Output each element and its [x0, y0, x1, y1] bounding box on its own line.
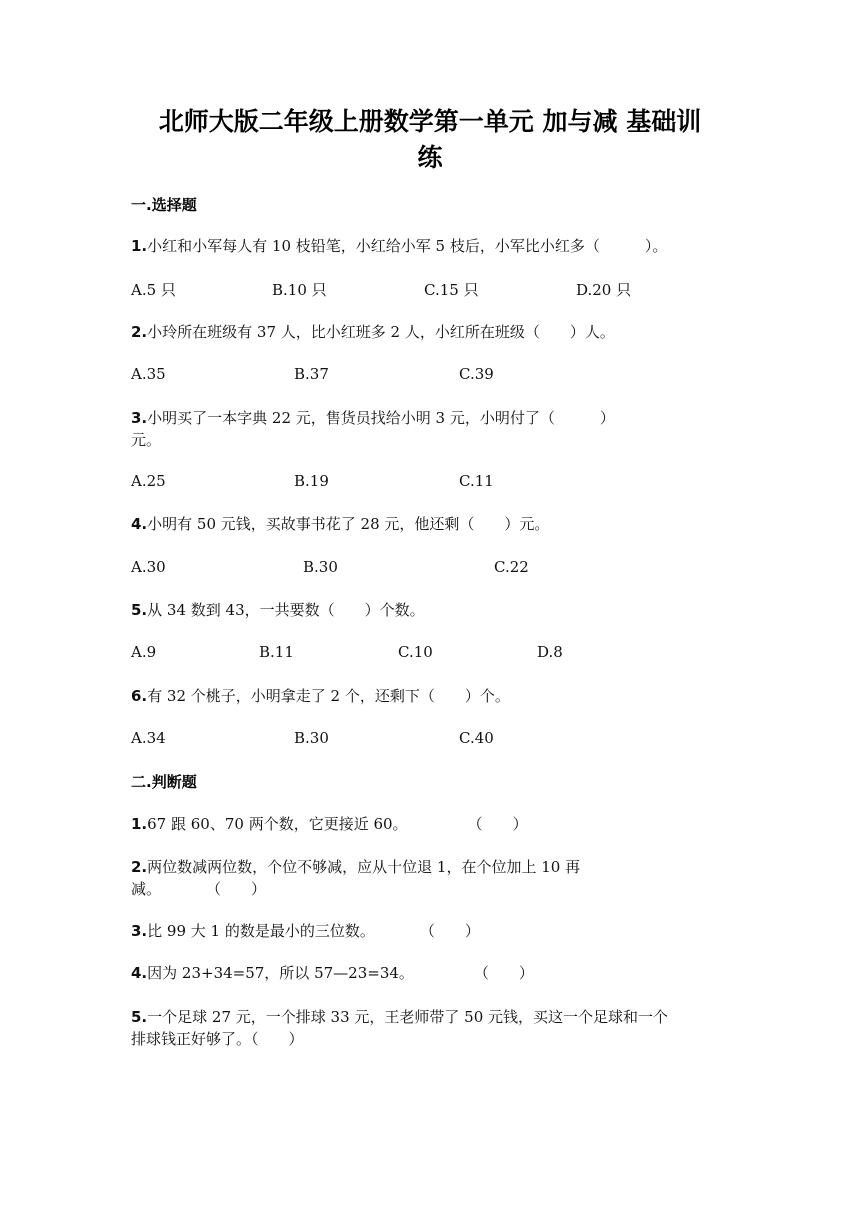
choice-question-2	[131, 322, 731, 342]
option-a: A.30	[131, 558, 166, 576]
question-text: 67 跟 60、70 两个数，它更接近 60。 （ ）	[147, 815, 528, 833]
choice-question-3	[131, 408, 731, 428]
choice-question-3-continued: 元。	[131, 431, 162, 449]
question-number: 5.	[131, 1008, 148, 1026]
option-a: A.5 只	[131, 281, 176, 299]
option-b: B.37	[294, 365, 329, 383]
question-text: 小玲所在班级有 37 人，比小红班多 2 人，小红所在班级（ ）人。	[147, 323, 615, 341]
option-b: B.30	[294, 729, 329, 747]
question-text: 因为 23+34=57，所以 57—23=34。 （ ）	[147, 964, 534, 982]
section-heading-judge: 二.判断题	[131, 773, 197, 791]
judge-question-3	[131, 921, 731, 941]
question-text: 有 32 个桃子，小明拿走了 2 个，还剩下（ ）个。	[147, 687, 510, 705]
title-line-2: 练	[417, 143, 443, 172]
judge-question-5	[131, 1007, 731, 1027]
question-text: 两位数减两位数，个位不够减，应从十位退 1，在个位加上 10 再	[147, 858, 581, 876]
judge-question-5-continued: 排球钱正好够了。（ ）	[131, 1030, 304, 1048]
question-number: 4.	[131, 964, 148, 982]
option-a: A.9	[131, 643, 157, 661]
question-text: 小明买了一本字典 22 元，售货员找给小明 3 元，小明付了（ ）	[147, 409, 615, 427]
option-b: B.30	[303, 558, 338, 576]
choice-options-4	[131, 558, 731, 578]
question-number: 5.	[131, 601, 148, 619]
option-a: A.34	[131, 729, 166, 747]
question-text: 小明有 50 元钱，买故事书花了 28 元，他还剩（ ）元。	[147, 515, 550, 533]
option-b: B.11	[259, 643, 294, 661]
question-number: 4.	[131, 515, 148, 533]
option-c: C.11	[459, 472, 494, 490]
judge-question-2-continued: 减。 （ ）	[131, 880, 267, 898]
choice-options-2	[131, 365, 731, 385]
option-b: B.19	[294, 472, 329, 490]
option-c: C.22	[494, 558, 529, 576]
judge-question-4	[131, 963, 731, 983]
question-text: 小红和小军每人有 10 枝铅笔，小红给小军 5 枝后，小军比小红多（ ）。	[147, 237, 668, 255]
page-title	[130, 104, 730, 176]
choice-question-6	[131, 686, 731, 706]
option-c: C.40	[459, 729, 494, 747]
question-number: 1.	[131, 237, 148, 255]
judge-question-1	[131, 814, 731, 834]
question-number: 6.	[131, 687, 148, 705]
option-c: C.39	[459, 365, 494, 383]
question-number: 3.	[131, 922, 148, 940]
option-a: A.25	[131, 472, 166, 490]
choice-question-5	[131, 600, 731, 620]
question-number: 3.	[131, 409, 148, 427]
option-a: A.35	[131, 365, 166, 383]
title-line-1: 北师大版二年级上册数学第一单元 加与减 基础训	[158, 107, 702, 136]
question-number: 2.	[131, 323, 148, 341]
option-d: D.20 只	[576, 281, 632, 299]
section-heading-choice: 一.选择题	[131, 196, 197, 214]
option-c: C.10	[398, 643, 433, 661]
choice-question-1	[131, 236, 731, 256]
choice-options-1	[131, 279, 731, 299]
question-number: 1.	[131, 815, 148, 833]
choice-options-3	[131, 472, 731, 492]
option-d: D.8	[537, 643, 563, 661]
judge-question-2	[131, 857, 731, 877]
question-number: 2.	[131, 858, 148, 876]
choice-options-6	[131, 729, 731, 749]
question-text: 一个足球 27 元，一个排球 33 元，王老师带了 50 元钱，买这一个足球和一个	[147, 1008, 669, 1026]
option-b: B.10 只	[272, 281, 327, 299]
choice-question-4	[131, 514, 731, 534]
question-text: 从 34 数到 43，一共要数（ ）个数。	[147, 601, 425, 619]
option-c: C.15 只	[424, 281, 479, 299]
question-text: 比 99 大 1 的数是最小的三位数。 （ ）	[147, 922, 480, 940]
choice-options-5	[131, 643, 731, 663]
